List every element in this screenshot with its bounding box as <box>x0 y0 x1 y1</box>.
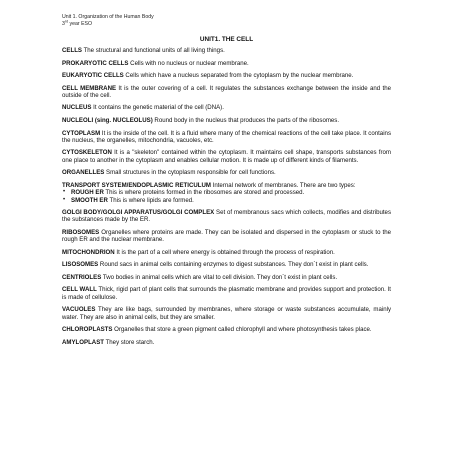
definition-term: CELLS <box>62 47 82 54</box>
definition-text: It is the inside of the cell. It is a fluid where many of the chemical reactions of the cell take place. It contains the nucleus, the organelles, mitochondria, vacuoles, etc. <box>62 129 391 144</box>
definition-entry <box>62 229 391 244</box>
definition-term: CYTOPLASM <box>62 129 101 137</box>
definition-term: CHLOROPLASTS <box>62 326 113 334</box>
definition-entry <box>62 85 391 100</box>
definition-text: They are like bags, surrounded by membranes, where storage or waste substances accumulate, mainly water. They are also in animal cells, but they are smaller. <box>62 306 391 321</box>
bullet-term: ROUGH ER <box>71 189 104 197</box>
bullet-text: This is where proteins formed in the ribosomes are stored and processed. <box>103 189 305 197</box>
definition-entry <box>62 306 391 321</box>
definition-entry <box>62 60 391 67</box>
year-superscript: rd <box>64 19 69 24</box>
bullet-term: SMOOTH ER <box>71 196 108 204</box>
bullet-text: This is where lipids are formed. <box>107 196 194 204</box>
definition-text: Set of membranous sacs which collects, modifies and distributes the substances made by the ER. <box>62 209 391 224</box>
definition-entry <box>62 339 391 346</box>
definition-entry <box>62 47 391 54</box>
definition-entry <box>62 261 391 268</box>
definition-entry <box>62 149 391 164</box>
definition-text: Cells with no nucleus or nuclear membrane. <box>128 59 249 67</box>
definition-text: Two bodies in animal cells which are vital to cell division. They don´t exist in plant cells. <box>101 273 338 281</box>
definition-entry <box>62 209 391 224</box>
definition-entry <box>62 169 391 176</box>
document-title: UNIT1. THE CELL <box>199 36 254 43</box>
definition-text: Organelles that store a green pigment called chlorophyll and where photosynthesis takes place. <box>112 326 372 334</box>
definition-term: LISOSOMES <box>62 261 99 269</box>
bullet-item <box>63 196 391 204</box>
definition-entry <box>62 130 391 145</box>
year-number: 3 <box>62 21 65 27</box>
definition-text: Internal network of membranes. There are two types: <box>210 181 356 189</box>
definition-term: PROKARYOTIC CELLS <box>62 59 129 67</box>
definition-text: It is the outer covering of a cell. It regulates the substances exchange between the inside and the outside of the cell. <box>62 84 391 99</box>
definition-text: They store starch. <box>103 338 155 346</box>
bullet-item <box>63 189 391 197</box>
definition-text: Round body in the nucleus that produces the parts of the ribosomes. <box>152 117 340 124</box>
definition-term: EUKARYOTIC CELLS <box>62 72 124 80</box>
definition-entry <box>62 117 391 124</box>
definition-term: NUCLEUS <box>62 104 92 112</box>
definition-term: ORGANELLES <box>62 169 105 177</box>
definition-entry <box>62 249 391 256</box>
definition-entry <box>62 286 391 301</box>
definition-entry <box>62 326 391 333</box>
definition-text: It is a "skeleton" contained within the cytoplasm. It maintains cell shape, transports substances from one place to another in the cytoplasm and enables cellular motion. It is made up of different kinds of filaments. <box>62 149 391 164</box>
definition-entry <box>62 72 391 79</box>
definition-text: It contains the genetic material of the cell (DNA). <box>91 104 224 112</box>
definition-term: NUCLEOLI (sing. NUCLEOLUS) <box>62 117 153 124</box>
year-rest: year ESO <box>68 21 93 27</box>
definition-text: Small structures in the cytoplasm responsible for cell functions. <box>104 169 276 177</box>
definition-entry <box>62 274 391 281</box>
definition-term: RIBOSOMES <box>62 228 100 236</box>
definition-term: CELL WALL <box>62 286 97 294</box>
definition-term: GOLGI BODY/GOLGI APPARATUS/GOLGI COMPLEX <box>62 209 215 217</box>
bullet-list <box>62 189 391 204</box>
definition-term: CYTOSKELETON <box>62 149 112 157</box>
definition-term: CENTRIOLES <box>62 273 102 281</box>
definition-term: TRANSPORT SYSTEM/ENDOPLASMIC RETICULUM <box>62 181 211 189</box>
bullet-icon: • <box>63 189 66 196</box>
header-year <box>62 21 391 28</box>
definition-term: MITOCHONDRION <box>62 248 115 256</box>
page-header <box>62 14 391 28</box>
definition-text: The structural and functional units of all living things. <box>81 47 225 54</box>
definition-entry <box>62 182 391 204</box>
definition-list <box>62 47 391 346</box>
definition-term: AMYLOPLAST <box>62 338 104 346</box>
bullet-icon: • <box>63 196 66 203</box>
definition-text: Cells which have a nucleus separated from the cytoplasm by the nuclear membrane. <box>123 72 354 80</box>
definition-text: It is the part of a cell where energy is obtained through the process of respiration. <box>114 248 335 256</box>
header-unit: Unit 1. Organization of the Human Body <box>62 14 154 20</box>
definition-text: Organelles where proteins are made. They can be isolated and dispersed in the cytoplasm or stuck to the rough ER and the nuclear membrane. <box>62 228 391 244</box>
definition-text: Thick, rigid part of plant cells that surrounds the plasmatic membrane and provides support and protection. It is made of cellulose. <box>62 286 391 301</box>
definition-entry <box>62 104 391 111</box>
definition-text: Round sacs in animal cells containing enzymes to digest substances. They don´t exist in plant cells. <box>98 261 369 269</box>
definition-term: CELL MEMBRANE <box>62 84 117 92</box>
definition-term: VACUOLES <box>62 306 96 314</box>
